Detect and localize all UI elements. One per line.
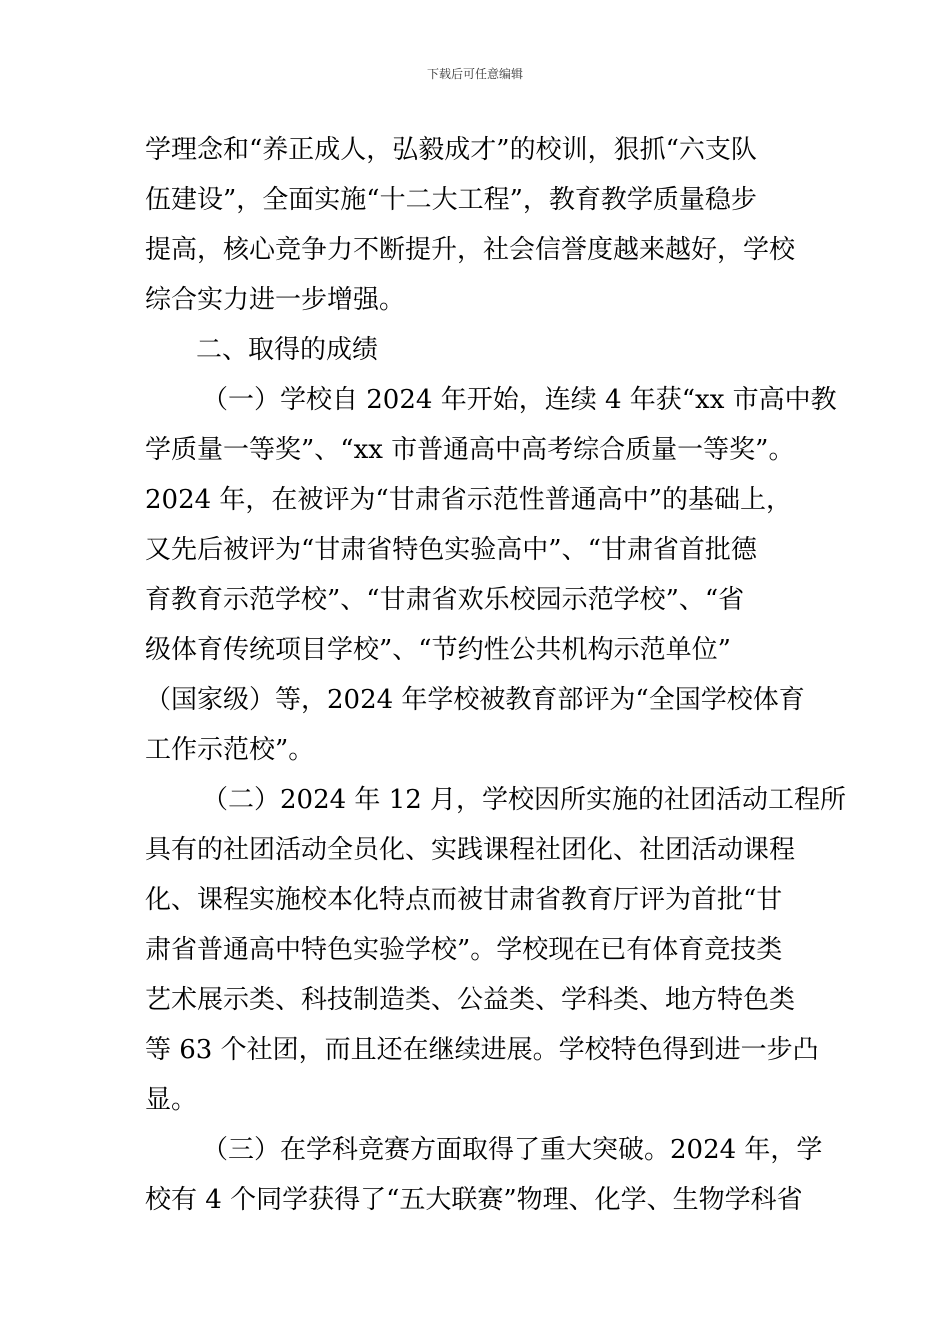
text-line: 综合实力进一步增强。 — [145, 285, 406, 315]
text-line: 又先后被评为“甘肃省特色实验高中”、“甘肃省首批德 — [145, 535, 757, 565]
text-line: 学理念和“养正成人，弘毅成才”的校训，狠抓“六支队 — [145, 135, 757, 165]
text-line: 伍建设”，全面实施“十二大工程”，教育教学质量稳步 — [145, 185, 757, 215]
text-line: （一）学校自 2024 年开始，连续 4 年获“xx 市高中教 — [202, 385, 837, 415]
text-line: （国家级）等，2024 年学校被教育部评为“全国学校体育 — [145, 685, 805, 715]
section-heading: 二、取得的成绩 — [196, 335, 379, 365]
page-header: 下载后可任意编辑 — [426, 67, 523, 81]
text-line: 提高，核心竞争力不断提升，社会信誉度越来越好，学校 — [145, 235, 796, 265]
text-line: 育教育示范学校”、“甘肃省欢乐校园示范学校”、“省 — [145, 585, 745, 615]
text-line: 具有的社团活动全员化、实践课程社团化、社团活动课程 — [145, 835, 796, 865]
text-line: 化、课程实施校本化特点而被甘肃省教育厅评为首批“甘 — [145, 885, 783, 915]
text-line: 校有 4 个同学获得了“五大联赛”物理、化学、生物学科省 — [145, 1185, 803, 1215]
text-line: 肃省普通高中特色实验学校”。学校现在已有体育竞技类 — [145, 935, 783, 965]
text-line: （三）在学科竞赛方面取得了重大突破。2024 年，学 — [202, 1135, 823, 1165]
text-line: 级体育传统项目学校”、“节约性公共机构示范单位” — [145, 635, 731, 665]
text-line: 显。 — [145, 1085, 198, 1115]
text-line: 2024 年，在被评为“甘肃省示范性普通高中”的基础上， — [145, 485, 793, 515]
text-line: （二）2024 年 12 月，学校因所实施的社团活动工程所 — [202, 785, 847, 815]
text-line: 学质量一等奖”、“xx 市普通高中高考综合质量一等奖”。 — [145, 435, 795, 465]
text-line: 等 63 个社团，而且还在继续进展。学校特色得到进一步凸 — [145, 1035, 819, 1065]
text-line: 艺术展示类、科技制造类、公益类、学科类、地方特色类 — [145, 985, 796, 1015]
text-line: 工作示范校”。 — [145, 735, 315, 765]
